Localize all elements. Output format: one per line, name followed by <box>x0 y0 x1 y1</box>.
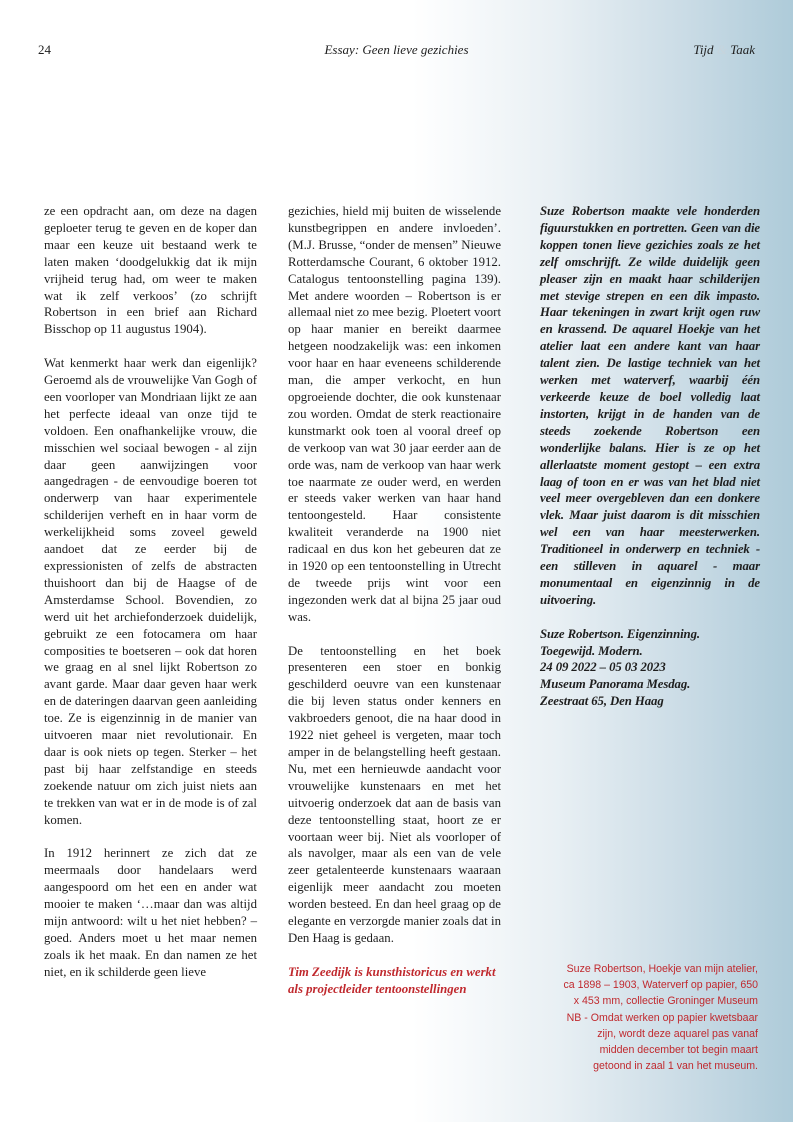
body-paragraph: Wat kenmerkt haar werk dan eigenlijk? Geroemd als de vrouwelijke Van Gogh of een voorloper van Mondriaan lijkt ze aan het perfecte ideaal van onze tijd te voldoen. Een onafhankelijke vrouw, die misschien wel sociaal bewogen - al zijn daar geen aanwijzingen voor aangedragen - de eenvoudige boeren tot onderwerp van haar experimentele schilderijen verheft en in haar vorm de werkelijkheid soms zoveel geweld aandoet dat ze eerder bij de expressionisten of zelfs de abstracten thuishoort dan bij de Haagse of de Amsterdamse School. Bovendien, zo werd uit het archiefonderzoek duidelijk, gebruikt ze een fotocamera om haar composities te boetseren – ook dat horen we graag en al snel lijkt Robertson zo avant garde. Maar daar geven haar werk en de dateringen daarvan geen aanleiding toe. Ze is eigenzinnig in de manier van uitvoeren maar niet revolutionair. En daar is ook niets op tegen. Sterker – het past bij haar zelfstandige en steeds zoekende natuur om zich juist niets aan te trekken van wat er in de mode is of zal komen. <box>44 356 257 827</box>
exhibition-title: Suze Robertson. Eigenzinning. <box>540 626 700 641</box>
body-paragraph: In 1912 herinnert ze zich dat ze meermaals door handelaars werd aangespoord om het een en ander wat mooier te maken ‘…maar dan was altijd mijn antwoord: wilt u het niet hebben? – goed. Anders moet u het maar nemen zoals ik het maak. En dan namen ze het niet, en ik schilderde geen lieve <box>44 846 257 979</box>
sidebar-column <box>540 203 760 710</box>
sidebar-summary: Suze Robertson maakte vele honderden figuurstukken en portretten. Geen van die koppen tonen lieve gezichies zoals ze het zelf omschrijft. Ze wilde duidelijk geen pleaser zijn en maakt haar schilderijen met stevige strepen en een dik impasto. Haar tekeningen in zwart krijt ogen ruw en krassend. De aquarel Hoekje van het atelier laat een andere kant van haar talent zien. De lastige techniek van het werken met waterverf, waarbij één verkeerde keuze de boel volledig laat instorten, krijgt in de handen van de steeds zoekende Robertson een wonderlijke balans. Hier is ze op het allerlaatste moment gestopt – een extra laag of toon en er was van het blad niet veel meer overgebleven dan een donkere vlek. Maar juist daarom is dit misschien wel een van haar meesterwerken. Traditioneel in onderwerp en techniek - een stilleven in aquarel - maar monumentaal en eigenzinnig in de uitvoering. <box>540 204 760 607</box>
caption-line: zijn, wordt deze aquarel pas vanaf <box>597 1027 758 1040</box>
magazine-name-part2: Taak <box>730 42 755 57</box>
body-paragraph: ze een opdracht aan, om deze na dagen geploeter terug te geven en de koper dan maar een keuze uit bestaand werk te laten maken ‘doodgelukkig dat ik mijn vrijheid terug had, om weer te maken wat ik zelf verkoos’ (zo schrijft Robertson in een brief aan Richard Bisschop op 11 augustus 1904). <box>44 204 257 337</box>
author-bio: Tim Zeedijk is kunsthistoricus en werkt als projectleider tentoonstellingen <box>288 964 496 996</box>
running-title: Essay: Geen lieve gezichies <box>324 42 469 57</box>
body-paragraph: De tentoonstelling en het boek presenteren een stoer en bonkig geschilderd oeuvre van een kunstenaar die bij leven status onder kenners en vakbroeders genoot, die na haar dood in 1922 niet geheel is vergeten, maar toch amper in de belangstelling heeft gestaan. Nu, met een hernieuwde aandacht voor vrouwelijke kunstenaars en met het uitvoerig onderzoek dat aan de basis van deze tentoonstelling staat, hoort ze er voortaan weer bij. Niet als voorloper of als navolger, maar als een van de vele zeer getalenteerde kunstenaars waaraan eigenlijk meer aandacht zou moeten worden besteed. En dan heel graag op de elegante en verzorgde manier zoals dat in Den Haag is gedaan. <box>288 643 501 945</box>
caption-line: midden december tot begin maart <box>599 1044 758 1057</box>
magazine-name <box>693 42 755 58</box>
body-paragraph: gezichies, hield mij buiten de wisselende kunstbegrippen en andere invloeden’. (M.J. Brusse, “onder de mensen” Nieuwe Rotterdamsche Courant, 6 oktober 1912. Catalogus tentoonstelling pagina 139). Met andere woorden – Robertson is er allemaal niet zo mee bezig. Ploetert voort op haar manier en bereikt daarmee hetgeen noodzakelijk was: een inkomen voor haar en haar eveneens schilderende man, die amper verkocht, en hun opgroeiende dochter, die ook kunstenaar zou worden. Omdat de sterk reactionaire kunstmarkt ook toen al vooral dreef op de verkoop van wat 30 jaar eerder aan de orde was, nam de verkoop van haar werk toe naarmate ze ouder werd, en werden er steeds vaker werken van haar hand tentoongesteld. Haar consistente kwaliteit veranderde na 1900 niet radicaal en dus kon het gebeuren dat ze in 1920 op een tentoonstelling in Utrecht de tweede prijs wint voor een ingezonden werk dat al bijna 25 jaar oud was. <box>288 204 501 624</box>
image-caption <box>526 961 758 1074</box>
caption-line: x 453 mm, collectie Groninger Museum <box>573 995 758 1008</box>
page-number: 24 <box>38 42 51 57</box>
magazine-name-part1: Tijd <box>693 42 714 57</box>
caption-line: getoond in zaal 1 van het museum. <box>593 1060 758 1073</box>
exhibition-dates: 24 09 2022 – 05 03 2023 <box>540 660 666 675</box>
caption-line: ca 1898 – 1903, Waterverf op papier, 650 <box>563 979 758 992</box>
article-column-1 <box>44 203 257 981</box>
caption-line: NB - Omdat werken op papier kwetsbaar <box>566 1011 758 1024</box>
exhibition-subtitle: Toegewijd. Modern. <box>540 643 643 658</box>
article-column-2 <box>288 203 501 998</box>
magazine-ampersand: & <box>716 42 727 57</box>
exhibition-venue: Museum Panorama Mesdag. <box>540 677 691 692</box>
exhibition-address: Zeestraat 65, Den Haag <box>540 694 664 709</box>
caption-line: Suze Robertson, Hoekje van mijn atelier, <box>566 963 758 975</box>
